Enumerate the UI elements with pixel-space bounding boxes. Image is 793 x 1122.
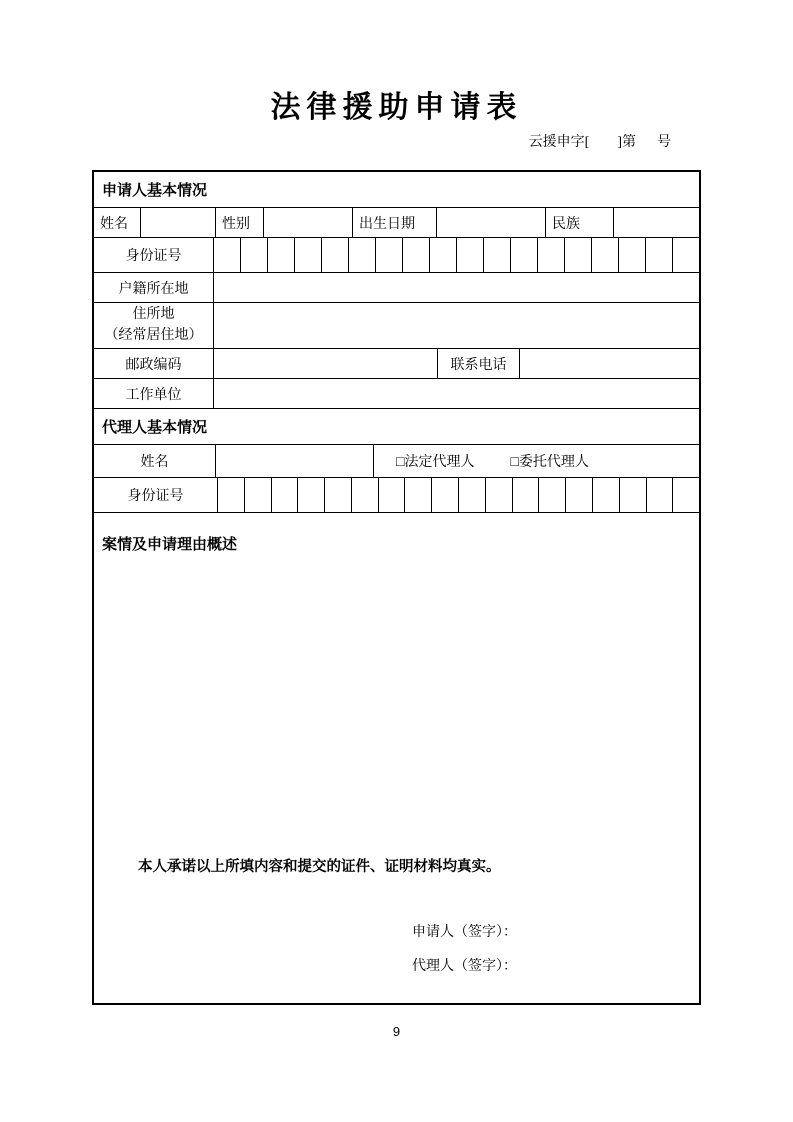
postal-code-label: 邮政编码	[94, 349, 214, 378]
applicant-identity-row	[94, 208, 699, 238]
work-unit-label: 工作单位	[94, 379, 214, 408]
id-digit-cell[interactable]	[646, 238, 673, 272]
id-digit-cell[interactable]	[376, 238, 403, 272]
name-label: 姓名	[94, 208, 141, 237]
work-unit-row	[94, 379, 699, 409]
id-digit-cell[interactable]	[403, 238, 430, 272]
entrusted-agent-checkbox[interactable]: □委托代理人	[510, 455, 589, 470]
applicant-section-header-row	[94, 172, 699, 208]
id-digit-cell[interactable]	[241, 238, 268, 272]
agent-name-row	[94, 445, 699, 478]
agent-signature-label[interactable]: 代理人（签字）：	[412, 959, 517, 974]
household-location-label: 户籍所在地	[94, 273, 214, 302]
id-digit-cell[interactable]	[593, 478, 620, 512]
residence-row	[94, 303, 699, 349]
id-digit-cell[interactable]	[379, 478, 406, 512]
id-digit-cell[interactable]	[459, 478, 486, 512]
id-digit-cell[interactable]	[538, 238, 565, 272]
id-digit-cell[interactable]	[295, 238, 322, 272]
legal-representative-checkbox[interactable]: □法定代理人	[396, 455, 475, 470]
residence-label-line2: （经常居住地）	[104, 327, 203, 343]
id-digit-cell[interactable]	[322, 238, 349, 272]
agent-section-title: 代理人基本情况	[102, 420, 208, 436]
birth-date-label: 出生日期	[353, 208, 437, 237]
id-digit-cell[interactable]	[565, 238, 592, 272]
agent-type-cell	[374, 445, 699, 477]
agent-id-number-row	[94, 478, 699, 513]
postal-code-input-cell[interactable]	[214, 349, 438, 378]
id-digit-cell[interactable]	[214, 238, 241, 272]
id-digit-cell[interactable]	[673, 238, 699, 272]
id-digit-cell[interactable]	[647, 478, 674, 512]
id-digit-cell[interactable]	[457, 238, 484, 272]
id-digit-cell[interactable]	[620, 478, 647, 512]
ethnicity-label: 民族	[546, 208, 614, 237]
applicant-id-digit-cells	[214, 238, 699, 272]
name-input-cell[interactable]	[141, 208, 216, 237]
id-digit-cell[interactable]	[349, 238, 376, 272]
agent-name-input-cell[interactable]	[216, 445, 374, 477]
id-digit-cell[interactable]	[432, 478, 459, 512]
id-digit-cell[interactable]	[486, 478, 513, 512]
id-digit-cell[interactable]	[592, 238, 619, 272]
id-digit-cell[interactable]	[325, 478, 352, 512]
residence-label-line1: 住所地	[132, 307, 175, 323]
id-digit-cell[interactable]	[352, 478, 379, 512]
applicant-id-number-label: 身份证号	[94, 238, 214, 272]
contact-phone-input-cell[interactable]	[520, 349, 699, 378]
applicant-section-title: 申请人基本情况	[102, 183, 208, 199]
truth-declaration-text: 本人承诺以上所填内容和提交的证件、证明材料均真实。	[138, 859, 501, 875]
work-unit-input-cell[interactable]	[214, 379, 699, 408]
household-location-input-cell[interactable]	[214, 273, 699, 302]
id-digit-cell[interactable]	[218, 478, 245, 512]
residence-label	[94, 303, 214, 348]
page-number: 9	[392, 1024, 401, 1039]
id-digit-cell[interactable]	[484, 238, 511, 272]
case-section-title: 案情及申请理由概述	[102, 537, 238, 553]
birth-date-input-cell[interactable]	[437, 208, 546, 237]
applicant-id-number-row	[94, 238, 699, 273]
contact-phone-label: 联系电话	[438, 349, 520, 378]
agent-section-header-row	[94, 409, 699, 445]
ethnicity-input-cell[interactable]	[614, 208, 699, 237]
id-digit-cell[interactable]	[272, 478, 299, 512]
agent-id-number-label: 身份证号	[94, 478, 218, 512]
household-location-row	[94, 273, 699, 303]
postal-phone-row	[94, 349, 699, 379]
agent-id-digit-cells	[218, 478, 699, 512]
case-summary-row	[94, 513, 699, 1003]
gender-label: 性别	[216, 208, 264, 237]
agent-name-label: 姓名	[94, 445, 216, 477]
id-digit-cell[interactable]	[619, 238, 646, 272]
applicant-signature-label[interactable]: 申请人（签字）：	[412, 925, 517, 940]
residence-input-cell[interactable]	[214, 303, 699, 348]
id-digit-cell[interactable]	[513, 478, 540, 512]
id-digit-cell[interactable]	[268, 238, 295, 272]
id-digit-cell[interactable]	[511, 238, 538, 272]
application-form-table	[92, 170, 701, 1005]
id-digit-cell[interactable]	[405, 478, 432, 512]
id-digit-cell[interactable]	[673, 478, 699, 512]
id-digit-cell[interactable]	[539, 478, 566, 512]
case-summary-cell[interactable]	[94, 513, 699, 1003]
id-digit-cell[interactable]	[566, 478, 593, 512]
id-digit-cell[interactable]	[430, 238, 457, 272]
page-title: 法律援助申请表	[270, 91, 523, 124]
gender-input-cell[interactable]	[264, 208, 353, 237]
id-digit-cell[interactable]	[245, 478, 272, 512]
document-number: 云援申字[ ]第 号	[528, 135, 671, 150]
id-digit-cell[interactable]	[298, 478, 325, 512]
